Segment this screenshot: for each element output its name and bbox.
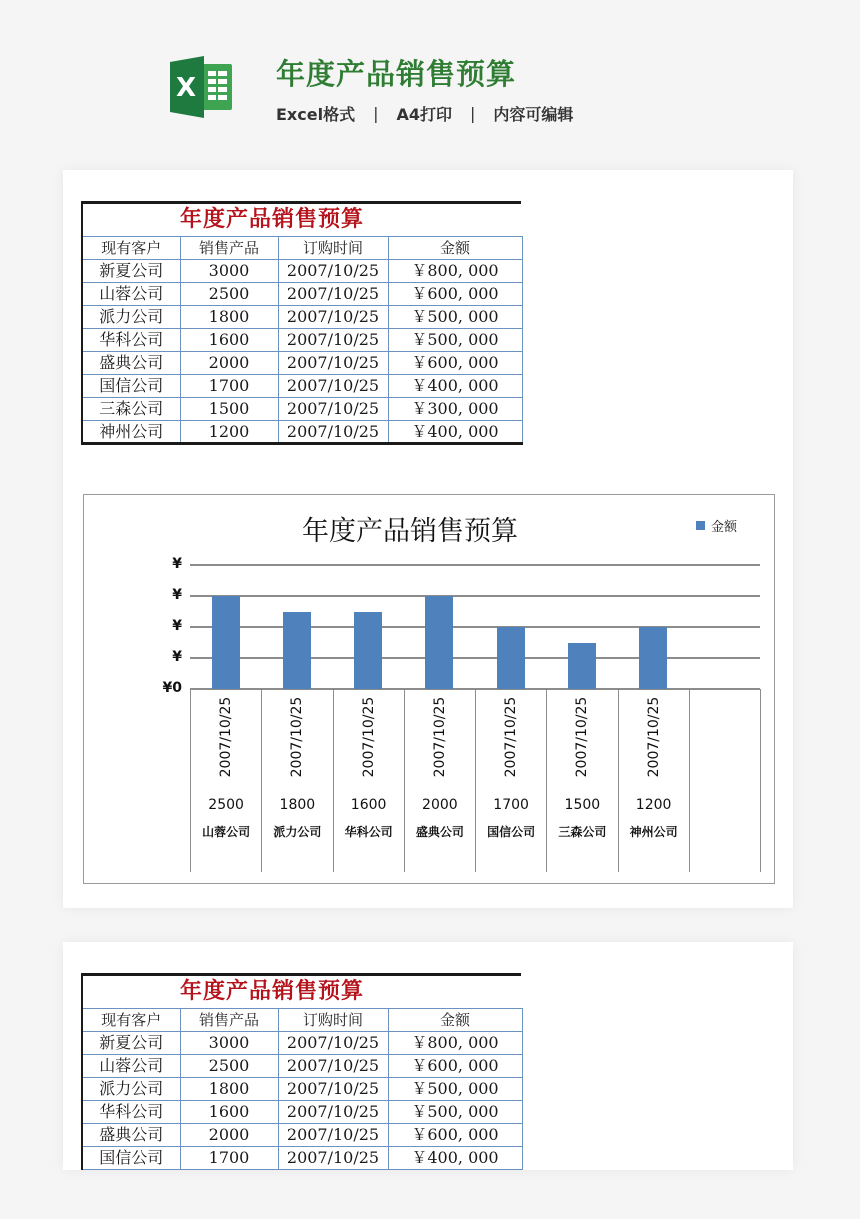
- x-label-customer: 华科公司: [344, 825, 393, 839]
- sales-budget-chart: [83, 494, 775, 884]
- doc-meta: [276, 102, 573, 125]
- x-category: [619, 689, 690, 872]
- cell-customer: 新夏公司: [82, 260, 180, 283]
- cell-qty: 1700: [180, 1147, 278, 1170]
- table-row: [82, 329, 522, 352]
- x-category: [547, 689, 618, 872]
- cell-qty: 1800: [180, 306, 278, 329]
- chart-title: 年度产品销售预算: [302, 516, 518, 547]
- cell-qty: 1600: [180, 1101, 278, 1124]
- cell-amount: ￥400, 000: [388, 1147, 522, 1170]
- x-category: [476, 689, 547, 872]
- column-header-customer: 现有客户: [82, 237, 180, 260]
- sales-budget-sheet-2: [81, 973, 521, 1170]
- cell-date: 2007/10/25: [278, 1055, 388, 1078]
- excel-icon: [170, 56, 234, 118]
- svg-text:X: X: [175, 73, 197, 103]
- x-label-customer: 三森公司: [558, 825, 607, 839]
- x-label-customer: 山蓉公司: [202, 825, 251, 839]
- bar: [283, 612, 311, 690]
- x-label-qty: 2000: [422, 797, 458, 813]
- cell-customer: 山蓉公司: [82, 1055, 180, 1078]
- x-label-date: 2007/10/25: [503, 696, 520, 778]
- sheet-title: 年度产品销售预算: [81, 973, 521, 1008]
- table-row: [82, 260, 522, 283]
- column-header-product: 销售产品: [180, 1009, 278, 1032]
- cell-amount: ￥500, 000: [388, 1101, 522, 1124]
- legend-label: 金额: [711, 520, 738, 535]
- meta-print: A4打印: [396, 105, 452, 124]
- x-label-date: 2007/10/25: [645, 696, 662, 778]
- column-header-date: 订购时间: [278, 237, 388, 260]
- meta-format: Excel格式: [276, 105, 356, 124]
- cell-customer: 国信公司: [82, 375, 180, 398]
- cell-amount: ￥400, 000: [388, 375, 522, 398]
- x-label-qty: 2500: [208, 797, 244, 813]
- cell-customer: 派力公司: [82, 1078, 180, 1101]
- cell-amount: ￥800, 000: [388, 1032, 522, 1055]
- page-title: 年度产品销售预算: [276, 57, 517, 91]
- cell-amount: ￥500, 000: [388, 329, 522, 352]
- table-row: [82, 1147, 522, 1170]
- bar: [212, 596, 240, 689]
- table-row: [82, 375, 522, 398]
- x-label-date: 2007/10/25: [360, 696, 377, 778]
- bar: [354, 612, 382, 690]
- x-label-customer: 国信公司: [487, 825, 536, 839]
- table-row: [82, 1101, 522, 1124]
- table-header-row: [82, 237, 522, 260]
- cell-qty: 2500: [180, 283, 278, 306]
- bar: [639, 627, 667, 689]
- cell-qty: 2500: [180, 1055, 278, 1078]
- x-label-date: 2007/10/25: [574, 696, 591, 778]
- cell-customer: 山蓉公司: [82, 283, 180, 306]
- plot-area: [162, 556, 760, 696]
- gridline: [190, 595, 760, 597]
- cell-customer: 三森公司: [82, 398, 180, 421]
- cell-date: 2007/10/25: [278, 1124, 388, 1147]
- cell-date: 2007/10/25: [278, 421, 388, 444]
- cell-qty: 3000: [180, 260, 278, 283]
- sales-table-2: [81, 1008, 523, 1170]
- y-tick-label: ¥: [172, 556, 182, 572]
- cell-date: 2007/10/25: [278, 1147, 388, 1170]
- cell-customer: 华科公司: [82, 1101, 180, 1124]
- table-row: [82, 352, 522, 375]
- cell-customer: 神州公司: [82, 421, 180, 444]
- cell-date: 2007/10/25: [278, 375, 388, 398]
- meta-editable: 内容可编辑: [493, 105, 574, 124]
- y-tick-label: ¥: [172, 618, 182, 634]
- x-category: [690, 689, 761, 872]
- cell-qty: 1700: [180, 375, 278, 398]
- y-tick-label: ¥: [172, 649, 182, 665]
- sheet-title: 年度产品销售预算: [81, 201, 521, 236]
- preview-page-1: [63, 170, 793, 908]
- cell-amount: ￥600, 000: [388, 1055, 522, 1078]
- bar: [425, 596, 453, 689]
- cell-customer: 盛典公司: [82, 1124, 180, 1147]
- table-row: [82, 306, 522, 329]
- x-label-qty: 1500: [564, 797, 601, 813]
- cell-qty: 2000: [180, 352, 278, 375]
- x-label-qty: 1800: [279, 797, 316, 813]
- y-tick-label: ¥0: [162, 680, 182, 696]
- legend-swatch-icon: [696, 521, 705, 530]
- cell-amount: ￥500, 000: [388, 306, 522, 329]
- cell-qty: 1200: [180, 421, 278, 444]
- cell-customer: 新夏公司: [82, 1032, 180, 1055]
- x-label-qty: 1700: [493, 797, 529, 813]
- cell-date: 2007/10/25: [278, 1032, 388, 1055]
- cell-amount: ￥500, 000: [388, 1078, 522, 1101]
- table-row: [82, 1055, 522, 1078]
- x-label-customer: 盛典公司: [415, 825, 464, 839]
- cell-customer: 派力公司: [82, 306, 180, 329]
- cell-qty: 3000: [180, 1032, 278, 1055]
- gridline: [190, 657, 760, 659]
- cell-date: 2007/10/25: [278, 329, 388, 352]
- table-row: [82, 283, 522, 306]
- cell-customer: 国信公司: [82, 1147, 180, 1170]
- x-label-date: 2007/10/25: [289, 696, 306, 778]
- meta-separator: |: [373, 104, 379, 123]
- table-row: [82, 1078, 522, 1101]
- doc-header: [0, 0, 860, 160]
- cell-amount: ￥800, 000: [388, 260, 522, 283]
- column-header-date: 订购时间: [278, 1009, 388, 1032]
- x-label-date: 2007/10/25: [431, 696, 448, 778]
- cell-qty: 1800: [180, 1078, 278, 1101]
- cell-qty: 2000: [180, 1124, 278, 1147]
- cell-date: 2007/10/25: [278, 260, 388, 283]
- x-category: [262, 689, 333, 872]
- table-row: [82, 1124, 522, 1147]
- y-tick-label: ¥: [172, 587, 182, 603]
- gridline: [190, 626, 760, 628]
- cell-customer: 盛典公司: [82, 352, 180, 375]
- x-label-qty: 1200: [635, 797, 672, 813]
- x-label-qty: 1600: [350, 797, 387, 813]
- column-header-product: 销售产品: [180, 237, 278, 260]
- cell-customer: 华科公司: [82, 329, 180, 352]
- cell-qty: 1500: [180, 398, 278, 421]
- preview-page-2: [63, 942, 793, 1170]
- x-label-date: 2007/10/25: [218, 696, 235, 778]
- cell-qty: 1600: [180, 329, 278, 352]
- x-category: [191, 689, 262, 872]
- chart-legend: [696, 516, 737, 535]
- sales-budget-sheet: [81, 201, 521, 445]
- gridline: [190, 564, 760, 566]
- cell-date: 2007/10/25: [278, 306, 388, 329]
- x-label-customer: 神州公司: [629, 825, 678, 839]
- x-axis-categories: [190, 689, 760, 872]
- bar: [497, 627, 525, 689]
- cell-date: 2007/10/25: [278, 398, 388, 421]
- cell-amount: ￥300, 000: [388, 398, 522, 421]
- table-row: [82, 398, 522, 421]
- x-category: [334, 689, 405, 872]
- cell-date: 2007/10/25: [278, 1078, 388, 1101]
- cell-amount: ￥600, 000: [388, 1124, 522, 1147]
- cell-amount: ￥600, 000: [388, 352, 522, 375]
- sales-table: [81, 236, 523, 445]
- column-header-amount: 金额: [388, 237, 522, 260]
- table-row: [82, 1032, 522, 1055]
- meta-separator: |: [470, 104, 476, 123]
- column-header-amount: 金额: [388, 1009, 522, 1032]
- table-row: [82, 421, 522, 444]
- cell-amount: ￥600, 000: [388, 283, 522, 306]
- x-label-customer: 派力公司: [273, 825, 322, 839]
- table-header-row: [82, 1009, 522, 1032]
- cell-date: 2007/10/25: [278, 352, 388, 375]
- cell-date: 2007/10/25: [278, 1101, 388, 1124]
- cell-amount: ￥400, 000: [388, 421, 522, 444]
- cell-date: 2007/10/25: [278, 283, 388, 306]
- column-header-customer: 现有客户: [82, 1009, 180, 1032]
- x-category: [405, 689, 476, 872]
- bar: [568, 643, 596, 690]
